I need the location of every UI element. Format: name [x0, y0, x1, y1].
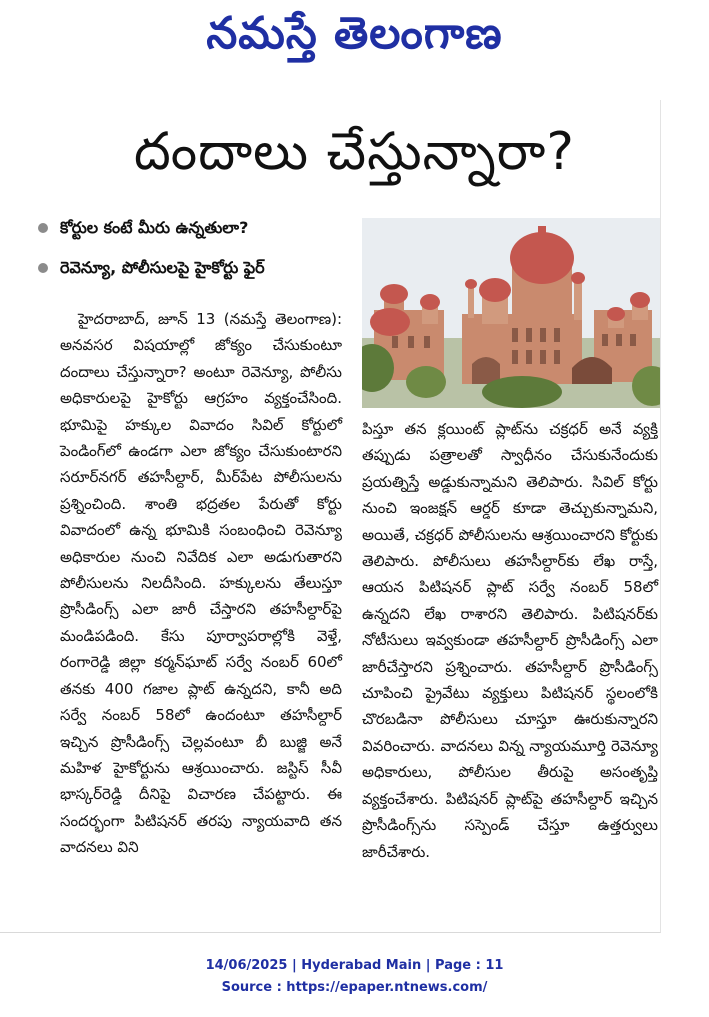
subheadline-text: కోర్టుల కంటే మీరు ఉన్నతులా? — [60, 218, 249, 237]
high-court-photo — [362, 218, 660, 408]
subheadlines — [36, 214, 356, 294]
article-body-right-column: పిస్తూ తన క్లయింట్ ప్లాట్‌ను చక్రధర్ అనే వ్యక్తి తప్పుడు పత్రాలతో స్వాధీనం చేసుకునేందుకు ప్రయత్నిస్తే అడ్డుకున్నామని తెలిపారు. సివిల్ కోర్టు నుంచి ఇంజక్షన్ ఆర్డర్ కూడా తెచ్చుకున్నామని, అయితే, చక్రధర్ పోలీసులను ఆశ్రయించారని కోర్టుకు తెలిపారు. పోలీసులు తహసీల్దార్‌కు లేఖ రాస్తే, ఆయన పిటిషనర్ ప్లాట్ సర్వే నంబర్ 58లో ఉన్నదని లేఖ రాశారని తెలిపారు. పిటిషనర్‌కు నోటీసులు ఇవ్వకుండా తహసీల్దార్ ప్రొసీడింగ్స్ ఎలా జారీచేస్తారని ప్రశ్నించారు. తహసీల్దార్ ప్రొసీడింగ్స్ చూపించి ప్రైవేటు వ్యక్తులు పిటిషనర్ స్థలంలోకి చొరబడినా పోలీసులు చూస్తూ ఊరుకున్నారని వివరించారు. వాదనలు విన్న న్యాయమూర్తి రెవెన్యూ అధికారులు, పోలీసుల తీరుపై అసంతృప్తి వ్యక్తంచేశారు. పిటిషనర్ ప్లాట్‌పై తహసీల్దార్ ఇచ్చిన ప్రొసీడింగ్స్‌ను సస్పెండ్ చేస్తూ ఉత్తర్వులు జారీచేశారు. — [362, 420, 658, 861]
footer — [0, 955, 709, 999]
subheadline-item — [36, 214, 356, 254]
bullet-dot-icon — [38, 263, 48, 273]
masthead — [0, 0, 709, 82]
masthead-logo: నమస్తే తెలంగాణ — [206, 8, 503, 59]
subheadline-item — [36, 254, 356, 294]
source-link[interactable]: Source : https://epaper.ntnews.com/ — [221, 980, 488, 995]
bullet-dot-icon — [38, 223, 48, 233]
subheadline-text: రెవెన్యూ, పోలీసులపై హైకోర్టు ఫైర్ — [60, 258, 265, 277]
high-court-image — [362, 218, 660, 408]
headline: దందాలు చేస్తున్నారా? — [134, 122, 575, 182]
edition-info: 14/06/2025 | Hyderabad Main | Page : 11 — [205, 958, 504, 973]
article-body-left-column: హైదరాబాద్, జూన్ 13 (నమస్తే తెలంగాణ): అనవసర విషయాల్లో జోక్యం చేసుకుంటూ దందాలు చేస్తున్నారా? అంటూ రెవెన్యూ, పోలీసు అధికారులపై హైకోర్టు ఆగ్రహం వ్యక్తంచేసింది. భూమిపై హక్కుల వివాదం సివిల్ కోర్టులో పెండింగ్‌లో ఉండగా ఎలా జోక్యం చేసుకుంటారని సరూర్‌నగర్ తహసీల్దార్, మీర్‌పేట పోలీసులను ప్రశ్నించింది. శాంతి భద్రతల పేరుతో కోర్టు వివాదంలో ఉన్న భూమికి సంబంధించి రెవెన్యూ అధికారుల నుంచి నివేదిక ఎలా అడుగుతారని పోలీసులను నిలదీసింది. హక్కులను తేలుస్తూ ప్రొసీడింగ్స్ ఎలా జారీ చేస్తారని తహసీల్దార్‌పై మండిపడింది. కేసు పూర్వాపరాల్లోకి వెళ్తే, రంగారెడ్డి జిల్లా కర్మన్‌ఘాట్ సర్వే నంబర్ 60లో తనకు 400 గజాల ప్లాట్ ఉన్నదని, కానీ అది సర్వే నంబర్ 58లో ఉందంటూ తహసీల్దార్ ఇచ్చిన ప్రొసీడింగ్స్ చెల్లవంటూ బీ బుజ్జి అనే మహిళ హైకోర్టును ఆశ్రయించారు. జస్టిస్ సీవీ భాస్కర్‌రెడ్డి దీనిపై విచారణ చేపట్టారు. ఈ సందర్భంగా పిటిషనర్ తరపు న్యాయవాది తన వాదనలు విని — [60, 310, 342, 857]
